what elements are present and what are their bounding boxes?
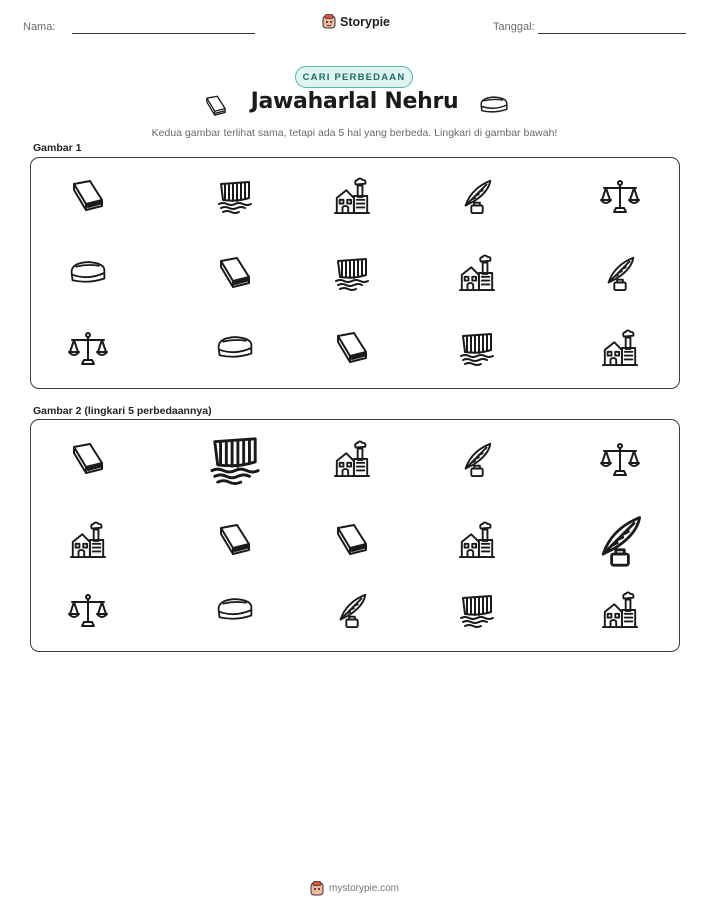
picture2-label: Gambar 2 (lingkari 5 perbedaannya) <box>33 405 212 417</box>
date-label: Tanggal: <box>493 21 535 33</box>
quill-icon <box>600 254 640 292</box>
cap-icon <box>478 95 510 115</box>
name-field[interactable] <box>72 33 255 34</box>
instructions: Kedua gambar terlihat sama, tetapi ada 5 hal yang berbeda. Lingkari di gambar bawah! <box>151 127 558 139</box>
scales-icon <box>600 177 640 215</box>
storypie-mascot-icon <box>310 881 324 896</box>
quill-icon[interactable] <box>332 591 372 629</box>
book-icon[interactable] <box>332 521 372 559</box>
dam-icon[interactable] <box>205 433 265 485</box>
brand-logo <box>322 14 390 29</box>
factory-icon <box>457 254 497 292</box>
dam-icon[interactable] <box>457 591 497 629</box>
cap-icon <box>215 329 255 367</box>
brand-name: Storypie <box>340 14 391 29</box>
picture1-label: Gambar 1 <box>33 142 82 154</box>
cap-icon[interactable] <box>215 591 255 629</box>
footer <box>0 881 709 896</box>
dam-icon <box>457 329 497 367</box>
quill-icon[interactable] <box>457 440 497 478</box>
name-label: Nama: <box>23 21 56 33</box>
factory-icon[interactable] <box>332 440 372 478</box>
scales-icon <box>68 329 108 367</box>
factory-icon <box>332 177 372 215</box>
footer-url: mystorypie.com <box>328 883 399 894</box>
dam-icon <box>332 254 372 292</box>
book-icon[interactable] <box>68 440 108 478</box>
book-icon[interactable] <box>215 521 255 559</box>
page-title: Jawaharlal Nehru <box>250 89 459 114</box>
scales-icon[interactable] <box>68 591 108 629</box>
factory-icon[interactable] <box>68 521 108 559</box>
cap-icon <box>68 254 108 292</box>
book-icon <box>68 177 108 215</box>
quill-icon <box>457 177 497 215</box>
book-icon <box>215 254 255 292</box>
factory-icon <box>600 329 640 367</box>
dam-icon <box>215 177 255 215</box>
scales-icon[interactable] <box>600 440 640 478</box>
quill-icon[interactable] <box>592 507 648 573</box>
date-field[interactable] <box>538 33 686 34</box>
factory-icon[interactable] <box>458 520 496 560</box>
book-icon <box>332 329 372 367</box>
storypie-mascot-icon <box>322 14 336 29</box>
activity-badge: CARI PERBEDAAN <box>295 66 413 88</box>
factory-icon[interactable] <box>601 590 639 630</box>
